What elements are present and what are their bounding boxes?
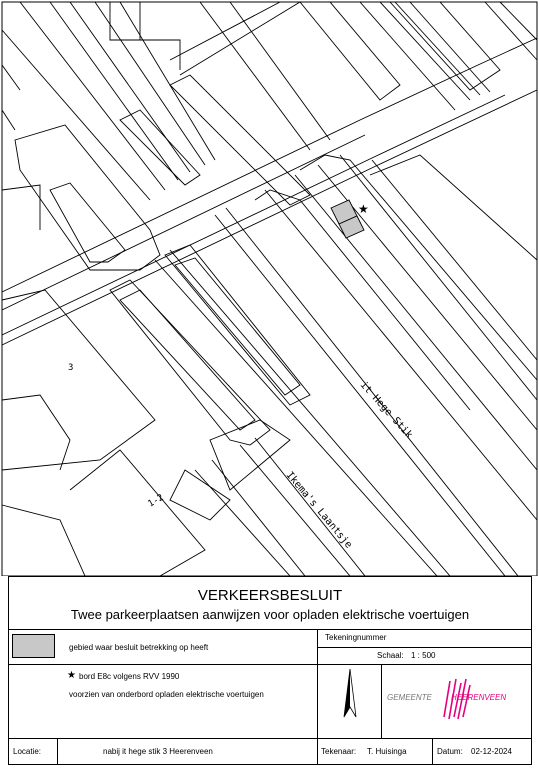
traffic-islands [15,75,537,445]
plot-number-1-2: 1-2 [146,492,166,510]
title-block [8,576,532,765]
municipality-logo [385,673,529,729]
legend-area-swatch [12,634,55,658]
draftsman-value: T. Huisinga [367,747,407,756]
scale-value: 1 : 500 [411,651,436,660]
street-label-it-hege-stik: it Hege Stik [357,379,415,441]
sign-star-icon: ★ [67,670,76,681]
sign-text: bord E8c volgens RVV 1990 [79,672,180,681]
street-label-ikemas-laantsje: Ikema's Laantsje [283,469,355,551]
buildings [2,2,537,576]
cross-road [2,38,537,345]
legend-area-text: gebied waar besluit betrekking op heeft [69,643,209,652]
scale-label: Schaal: [377,651,404,660]
logo-word-heerenveen: HEERENVEEN [451,693,507,702]
drawing-number-label: Tekeningnummer [325,633,387,642]
draftsman-label: Tekenaar: [321,747,357,756]
drawing-subtitle: Twee parkeerplaatsen aanwijzen voor opladen elektrische voertuigen [70,607,470,622]
date-value: 02-12-2024 [471,747,512,756]
logo-word-gemeente: GEMEENTE [387,693,432,702]
plot-number-3: 3 [68,363,74,373]
location-label: Locatie: [13,747,42,756]
location-value: nabij it hege stik 3 Heerenveen [103,747,213,756]
road-upper-left [2,2,537,200]
road-ikemas-laantsje [195,438,365,576]
date-label: Datum: [437,747,463,756]
subboard-text: voorzien van onderbord opladen elektrische voertuigen [69,690,264,699]
drawing-title: VERKEERSBESLUIT [197,587,343,604]
sign-marker-star-icon: ★ [358,202,369,216]
north-arrow-icon [343,669,357,719]
